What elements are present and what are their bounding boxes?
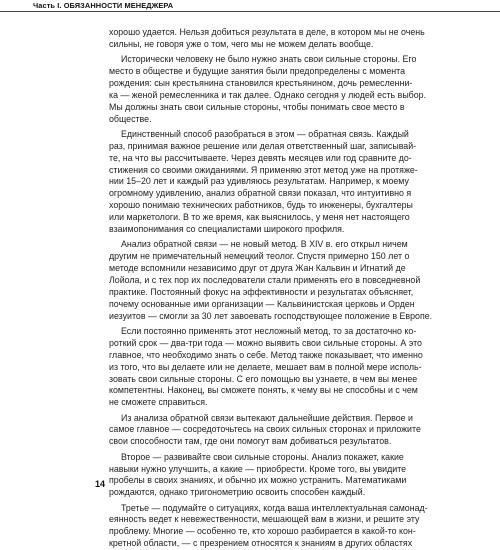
text-line: кретной области, — с презрением относятся к знаниям в других областях xyxy=(109,538,413,549)
page-number: 14 xyxy=(95,479,106,489)
text-line: Анализ обратной связи — не новый метод. В XIV в. его открыл ничем xyxy=(121,239,408,250)
text-line: хорошо понимаю технических работников, будь то инженеры, бухгалтеры xyxy=(109,200,413,211)
text-line: сильны, не говоря уже о том, чего мы не можем делать вообще. xyxy=(109,38,374,49)
text-line: из того, что вы делаете или не делаете, мешает вам в полной мере исполь- xyxy=(109,361,422,372)
text-line: взаимопонимания со специалистами широкого профиля. xyxy=(109,224,345,235)
text-line: свои способности там, где они помогут вам добиваться результатов. xyxy=(109,436,392,447)
paragraph xyxy=(109,412,421,449)
text-line: обществе. xyxy=(109,113,152,124)
text-line: те, на что вы рассчитываете. Через девять месяцев или год сравните до- xyxy=(109,152,412,163)
text-line: или маркетологи. В то же время, как выяснилось, у меня нет настоящего xyxy=(109,212,410,223)
text-line: Если постоянно применять этот несложный метод, то за достаточно ко- xyxy=(121,325,417,336)
text-line: иезуитов — смогли за 30 лет завоевать господствующее положение в Европе. xyxy=(109,310,433,321)
text-line: методе вспомнили независимо друг от друга Жан Кальвин и Игнатий де xyxy=(109,263,406,274)
running-header xyxy=(0,0,500,14)
text-line: Третье — подумайте о ситуациях, когда ваша интеллектуальная самонад- xyxy=(121,502,428,513)
text-line: роткий срок — два-три года — можно выявить свои сильные стороны. А это xyxy=(109,337,422,348)
text-line: Второе — развивайте свои сильные стороны. Анализ покажет, какие xyxy=(121,451,404,462)
text-line: пробелы в своих знаниях, и обычно их можно устранить. Математиками xyxy=(109,475,407,486)
paragraph xyxy=(109,54,427,125)
paragraph xyxy=(109,325,423,409)
text-line: еянность ведет к невежественности, мешающей вам в жизни, и решите эту xyxy=(109,514,420,525)
paragraph xyxy=(109,27,425,51)
paragraph xyxy=(109,128,418,236)
text-line: хорошо удается. Нельзя добиться результата в деле, в котором мы не очень xyxy=(109,27,425,37)
text-line: Лойола, и с тех пор их последователи стали применять его в повседневной xyxy=(109,274,421,285)
text-line: Исторически человеку не было нужно знать свои сильные стороны. Его xyxy=(121,54,417,65)
text-line: рождения: сын крестьянина становился крестьянином, дочь ремесленни- xyxy=(109,77,413,88)
text-line: не сможете справиться. xyxy=(109,397,208,408)
paragraph xyxy=(109,502,428,550)
text-line: Из анализа обратной связи вытекают дальнейшие действия. Первое и xyxy=(121,412,413,423)
text-line: Мы должны знать свои сильные стороны, чтобы понимать свое место в xyxy=(109,101,405,112)
text-line: зовать свои сильные стороны. С его помощью вы узнаете, в чем вы менее xyxy=(109,373,418,384)
text-line: самое главное — сосредоточьтесь на своих сильных сторонах и приложите xyxy=(109,424,421,435)
text-line: практике. Постоянный фокус на эффективности и результатах объясняет, xyxy=(109,286,414,297)
text-line: навыки нужно улучшить, а какие — приобрести. Кроме того, вы увидите xyxy=(109,463,407,474)
text-line: рождаются, однако тригонометрию освоить способен каждый. xyxy=(109,487,366,498)
text-line: место в обществе и будущие занятия были предопределены с момента xyxy=(109,66,405,77)
text-line: Единственный способ разобраться в этом — обратная связь. Каждый xyxy=(121,128,409,139)
text-line: огромному удивлению, анализ обратной связи показал, что интуитивно я xyxy=(109,188,412,199)
text-line: другим не примечательный немецкий теолог. Спустя примерно 150 лет о xyxy=(109,251,410,262)
text-line: раз, принимая важное решение или делая ответственный шаг, записывай- xyxy=(109,140,417,151)
text-line: нии 15–20 лет и каждый раз удивляюсь результатам. Например, к моему xyxy=(109,176,409,187)
paragraph xyxy=(109,239,433,322)
text-line: стижения со своими ожиданиями. Я применяю этот метод уже на протяже- xyxy=(109,164,418,175)
paragraph xyxy=(109,451,407,500)
text-line: проблему. Многие — особенно те, кто хорошо разбирается в какой-то кон- xyxy=(109,526,416,537)
body-text xyxy=(109,27,433,550)
text-line: почему основанные ими организации — Кальвинистская церковь и Орден xyxy=(109,298,415,309)
header-rule xyxy=(0,11,500,12)
text-line: ка — женой ремесленника и так далее. Однако сегодня у людей есть выбор. xyxy=(109,89,427,100)
text-line: главное, что необходимо знать о себе. Метод также показывает, что именно xyxy=(109,349,423,360)
text-line: компетентны. Наконец, вы сможете понять, к чему вы не способны и с чем xyxy=(109,385,418,396)
running-head-title: Часть I. ОБЯЗАННОСТИ МЕНЕДЖЕРА xyxy=(33,1,174,10)
